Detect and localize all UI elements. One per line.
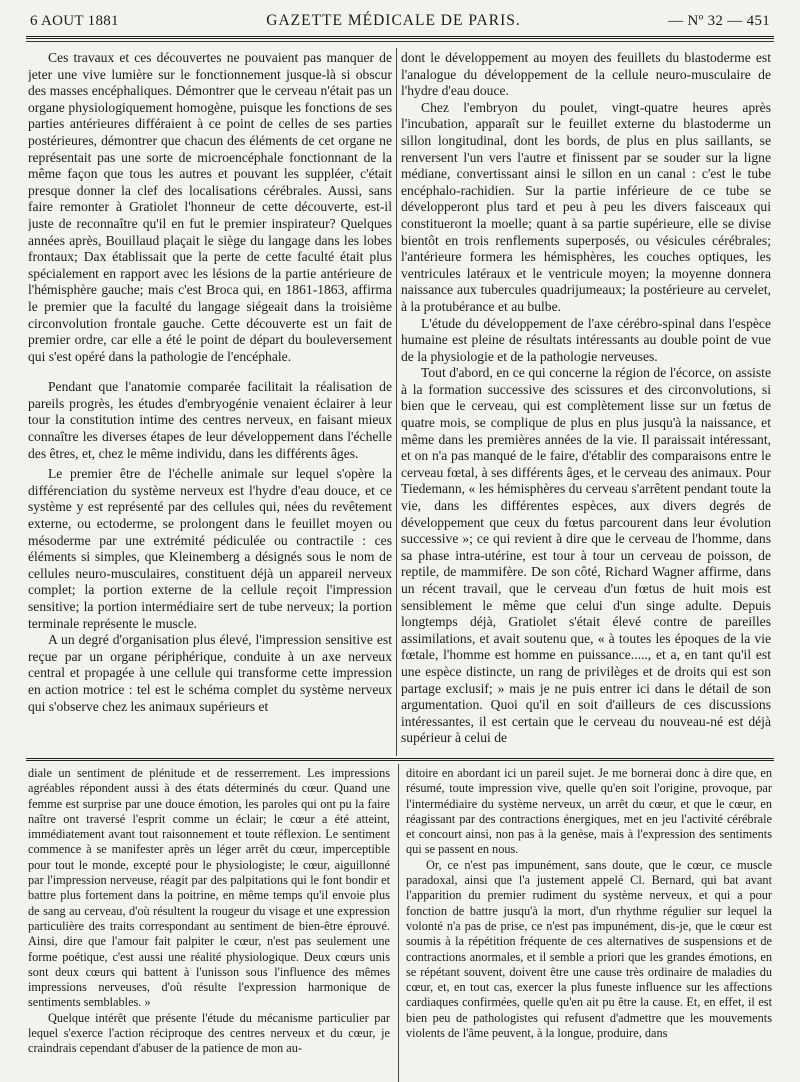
paragraph: L'étude du développement de l'axe cérébro-spinal dans l'espèce humaine est pleine de résultats intéressants au double point de vue de la physiologie et de la pathologie nerveuses.	[401, 315, 771, 364]
paragraph: Tout d'abord, en ce qui concerne la région de l'écorce, on assiste à la formation successive des scissures et des circonvolutions, si bien que le cerveau, qui est complètement lisse sur un fœtus de quatre mois, se complique de plus en plus jusqu'à la naissance, et même dans les premières années de la vie. Il paraissait intéressant, et on n'a pas manqué de le faire, d'établir des comparaisons entre le cerveau fœtal, à ses différents âges, et le cerveau des animaux. Pour Tiedemann, « les hémisphères du cerveau s'arrêtent pendant toute la vie, dans les différentes espèces, aux divers degrés de développement que ceux du fœtus parcourent dans leur évolution successive »; ce qui revient à dire que le cerveau de l'homme, dans sa phase intra-utérine, est tour à tour un cerveau de poisson, de reptile, de mammifère. De son côté, Richard Wagner affirme, dans un récent travail, que le cerveau d'un fœtus de huit mois est sensiblement le même que celui d'un singe adulte. Depuis longtemps déjà, Gratiolet s'était élevé contre de pareilles assimilations, et avait soutenu que, « à toutes les époques de la vie fœtale, l'homme est homme en puissance....., et a, en tant qu'il est une espèce distincte, un rang de privilèges et de droits qui est son partage exclusif; » mais je ne puis entrer ici dans le détail de son argumentation. Quoi qu'il en soit d'ailleurs de ces discussions intéressantes, il est certain que le cerveau du nouveau-né est déjà supérieur à celui de	[401, 365, 771, 746]
journal-title: GAZETTE MÉDICALE DE PARIS.	[266, 12, 521, 29]
paragraph: Or, ce n'est pas impunément, sans doute, que le cœur, ce muscle paradoxal, ainsi que l'a justement appelé Cl. Bernard, qui bat avant l'apparition du premier rudiment du système nerveux, et qui a pour fonction de battre jusqu'à la mort, d'un rhythme régulier sur lequel la volonté n'a pas de prise, ce n'est pas impunément, dis-je, que le cœur est soumis à la répétition fréquente de ces alternatives de suspensions et de contractions anormales, et il semble a priori que les grandes émotions, en se répétant souvent, doivent être une cause très ordinaire de maladies du cœur, et, en tout cas, exercer la plus funeste influence sur les affections cardiaques confirmées, quelle qu'en ait pu être la cause. Et, en effet, il est bien peu de pathologistes qui refusent d'admettre que les mouvements violents de l'âme peuvent, à la longue, produire, dans	[406, 857, 772, 1041]
paragraph: Chez l'embryon du poulet, vingt-quatre heures après l'incubation, apparaît sur le feuillet externe du blastoderme un sillon longitudinal, dont les bords, de plus en plus saillants, se renversent l'un vers l'autre et finissent par se souder sur la ligne médiane, convertissant ainsi le sillon en un canal : c'est le tube encéphalo-rachidien. Sur la partie inférieure de ce tube se développeront plus tard et peu à peu les divers faisceaux qui constitueront la moelle; quant à sa partie supérieure, elle se divise bientôt en trois renflements superposés, ou vésicules cérébrales; l'antérieure formera les hémisphères, les couches optiques, les ventricules latéraux et le ventricule moyen; la moyenne donnera naissance aux tubercules quadrijumeaux; la postérieure au cervelet, à la protubérance et au bulbe.	[401, 99, 771, 314]
column-divider	[396, 48, 397, 756]
paragraph: A un degré d'organisation plus élevé, l'impression sensitive est reçue par un organe périphérique, conduite à un axe nerveux central et propagée à une cellule qui transforme cette impression en action motrice : tel est le schéma complet du système nerveux qui s'observe chez les animaux supérieurs et	[28, 632, 392, 714]
paragraph: Ces travaux et ces découvertes ne pouvaient pas manquer de jeter une vive lumière sur le fonctionnement jusque-là si obscur des masses encéphaliques. Démontrer que le cerveau n'était pas un organe physiologiquement homogène, puisque les fonctions de ses parties antérieures différaient à ce point de celles de ses parties postérieures, démontrer que chacun des éléments de cet organe ne représentait pas une sorte de microencéphale fonctionnant de la même façon que tous les autres et pouvant les suppléer, c'était presque donner la clef des localisations cérébrales. Aussi, sans faire remonter à Gratiolet l'honneur de cette découverte, est-il juste de reconnaître qu'il en fut le premier inspirateur? Quelques années après, Bouillaud plaçait le siège du langage dans les lobes frontaux; Dax établissait que la perte de cette faculté était plus spécialement en rapport avec les lésions de la partie antérieure de l'hémisphère gauche; mais c'est Broca qui, en 1861-1863, affirma le premier que la faculté du langage siégeait dans la troisième circonvolution frontale gauche. Cette découverte est un fait de premier ordre, car elle a été le point de départ du bouleversement qui s'est opéré dans la pathologie de l'encéphale.	[28, 50, 392, 364]
paragraph: Le premier être de l'échelle animale sur lequel s'opère la différenciation du système nerveux est l'hydre d'eau douce, et ce système y est représenté par des cellules qui, nées du revêtement externe, ou ectoderme, se prolongent dans le feuillet moyen ou mésoderme par une extrémité pédiculée ou contractile : ces éléments si simples, que Kleinemberg a désignés sous le nom de cellules neuro-musculaires, constituent déjà un appareil nerveux complet; la portion externe de la cellule reçoit l'impression sensitive; la portion intermédiaire sert de tube nerveux; la portion terminale représente le muscle.	[28, 466, 392, 631]
paragraph: Pendant que l'anatomie comparée facilitait la réalisation de pareils progrès, les études d'embryogénie venaient éclairer à leur tour la constitution intime des centres nerveux, en faisant mieux connaître les diverses étapes de leur développement dans l'échelle des êtres, et, chez le même individu, dans les différents âges.	[28, 379, 392, 461]
page-header	[30, 8, 770, 34]
paragraph: ditoire en abordant ici un pareil sujet. Je me bornerai donc à dire que, en résumé, toute impression vive, quelle qu'en soit l'origine, provoque, par l'intermédiaire du système nerveux, un arrêt du cœur, et que le cœur, en réagissant par des contractions énergiques, met en jeu l'activité cérébrale et concourt ainsi, non pas à la genèse, mais à l'expression des sentiments qui se passent en nous.	[406, 766, 772, 857]
column-divider-bottom	[398, 764, 399, 1082]
left-column	[28, 50, 392, 754]
issue-number: — Nº 32 — 451	[668, 12, 770, 29]
issue-date: 6 AOUT 1881	[30, 12, 119, 29]
bottom-left-column	[28, 766, 390, 1082]
section-divider	[26, 758, 774, 761]
paragraph: Quelque intérêt que présente l'étude du mécanisme particulier par lequel s'exerce l'action réciproque des centres nerveux et du cœur, je craindrais cependant d'abuser de la patience de mon au-	[28, 1010, 390, 1056]
paragraph: diale un sentiment de plénitude et de resserrement. Les impressions agréables répondent aussi à des états déterminés du cœur. Quand une femme est surprise par une douce émotion, les paroles qui ont pu la faire naître ont traversé l'esprit comme un éclair; le cœur a été atteint, immédiatement avant tout raisonnement et toute réflexion. Le sentiment commence à se manifester après un léger arrêt du cœur, imperceptible pour tout le monde, excepté pour le physiologiste; le cœur, aiguillonné par l'impression nerveuse, réagit par des palpitations qui le font bondir et battre plus fortement dans la poitrine, en même temps qu'il envoie plus de sang au cerveau, d'où résultent la rougeur du visage et une expression particulière des traits correspondant au sentiment de bien-être éprouvé. Ainsi, dire que l'amour fait palpiter le cœur, n'est pas seulement une forme poétique, c'est aussi une réalité physiologique. Deux cœurs unis sont deux cœurs qui battent à l'unisson sous l'influence des mêmes impressions nerveuses, d'où résulte l'expression harmonique de sentiments semblables. »	[28, 766, 390, 1010]
bottom-right-column	[406, 766, 772, 1082]
right-column	[401, 50, 771, 754]
paragraph: dont le développement au moyen des feuillets du blastoderme est l'analogue du développement de la cellule neuro-musculaire de l'hydre d'eau douce.	[401, 50, 771, 99]
header-rule-thin	[26, 41, 774, 42]
header-rule	[26, 36, 774, 39]
